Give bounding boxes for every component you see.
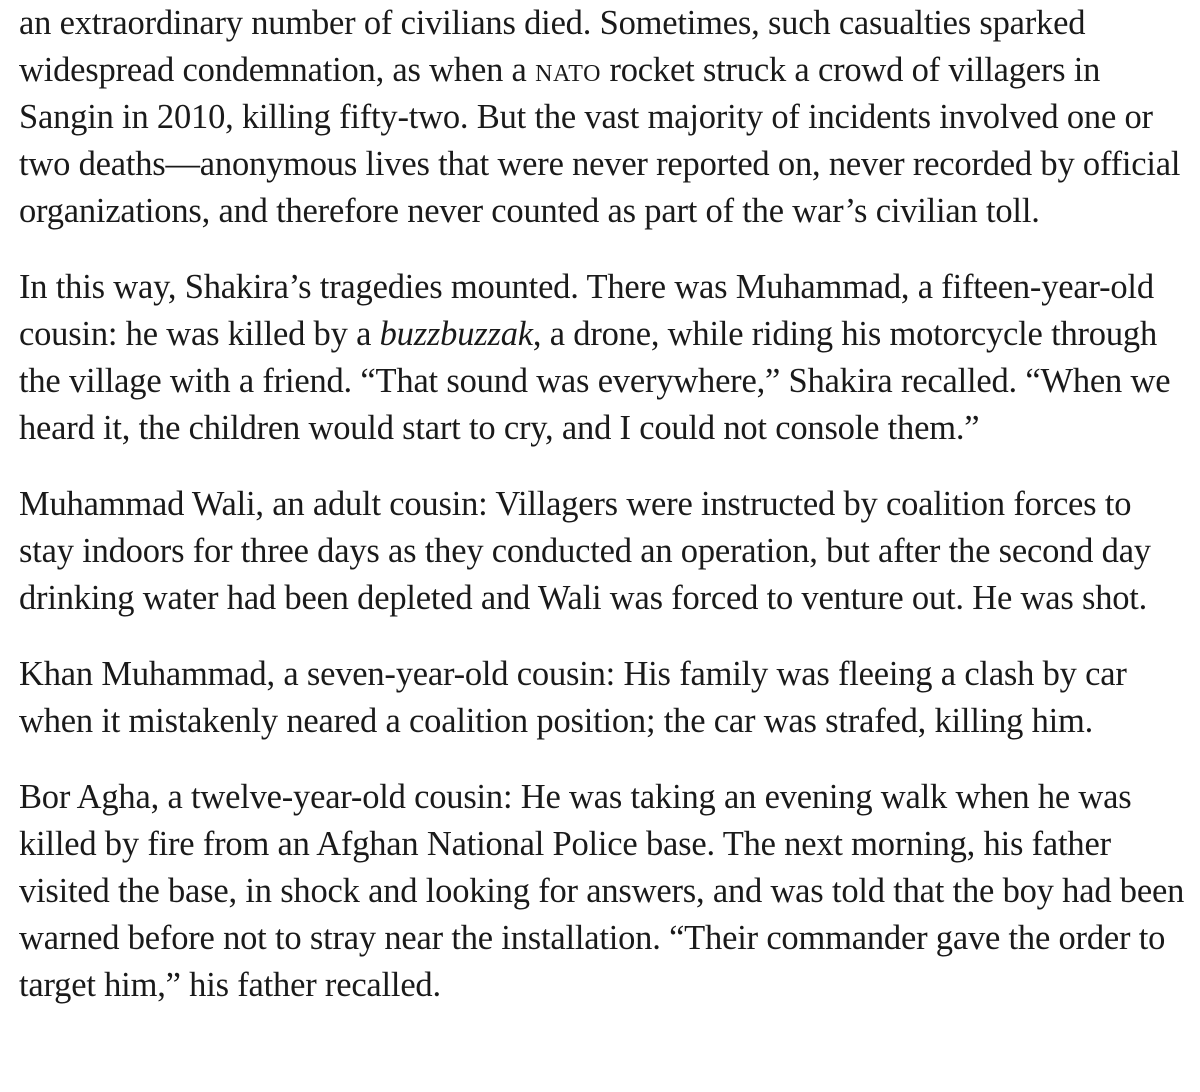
paragraph-text: an extraordinary number of civilians died. Sometimes, such casualties sparked widespread condemnation, as when a [19, 4, 1086, 89]
paragraph-text: , a drone, while riding his motorcycle through the village with a friend. “That sound was everywhere,” Shakira recalled. “When we heard it, the children would start to cry, and I could not console them.” [19, 315, 1171, 447]
paragraph-text: rocket struck a crowd of villagers in Sangin in 2010, killing fifty-two. But the vast majority of incidents involved one or two deaths—anonymous lives that were never reported on, never recorded by official organizations, and therefore never counted as part of the war’s civilian toll. [19, 51, 1181, 230]
paragraph-muhammad-wali: Muhammad Wali, an adult cousin: Villagers were instructed by coalition forces to stay indoors for three days as they conducted an operation, but after the second day drinking water had been depleted and Wali was forced to venture out. He was shot. [19, 485, 1151, 617]
paragraph-khan-muhammad: Khan Muhammad, a seven-year-old cousin: His family was fleeing a clash by car when it mistakenly neared a coalition position; the car was strafed, killing him. [19, 655, 1127, 740]
buzzbuzzak-term: buzzbuzzak [379, 315, 533, 353]
paragraph-shakira-tragedies [19, 264, 1188, 452]
paragraph-civilian-toll [19, 0, 1188, 235]
paragraph-bor-agha: Bor Agha, a twelve-year-old cousin: He was taking an evening walk when he was killed by fire from an Afghan National Police base. The next morning, his father visited the base, in shock and looking for answers, and was told that the boy had been warned before not to stray near the installation. “Their commander gave the order to target him,” his father recalled. [19, 778, 1185, 1004]
paragraph-text: In this way, Shakira’s tragedies mounted. There was Muhammad, a fifteen-year-old cousin: he was killed by a [19, 268, 1154, 353]
nato-abbreviation: nato [535, 51, 602, 89]
